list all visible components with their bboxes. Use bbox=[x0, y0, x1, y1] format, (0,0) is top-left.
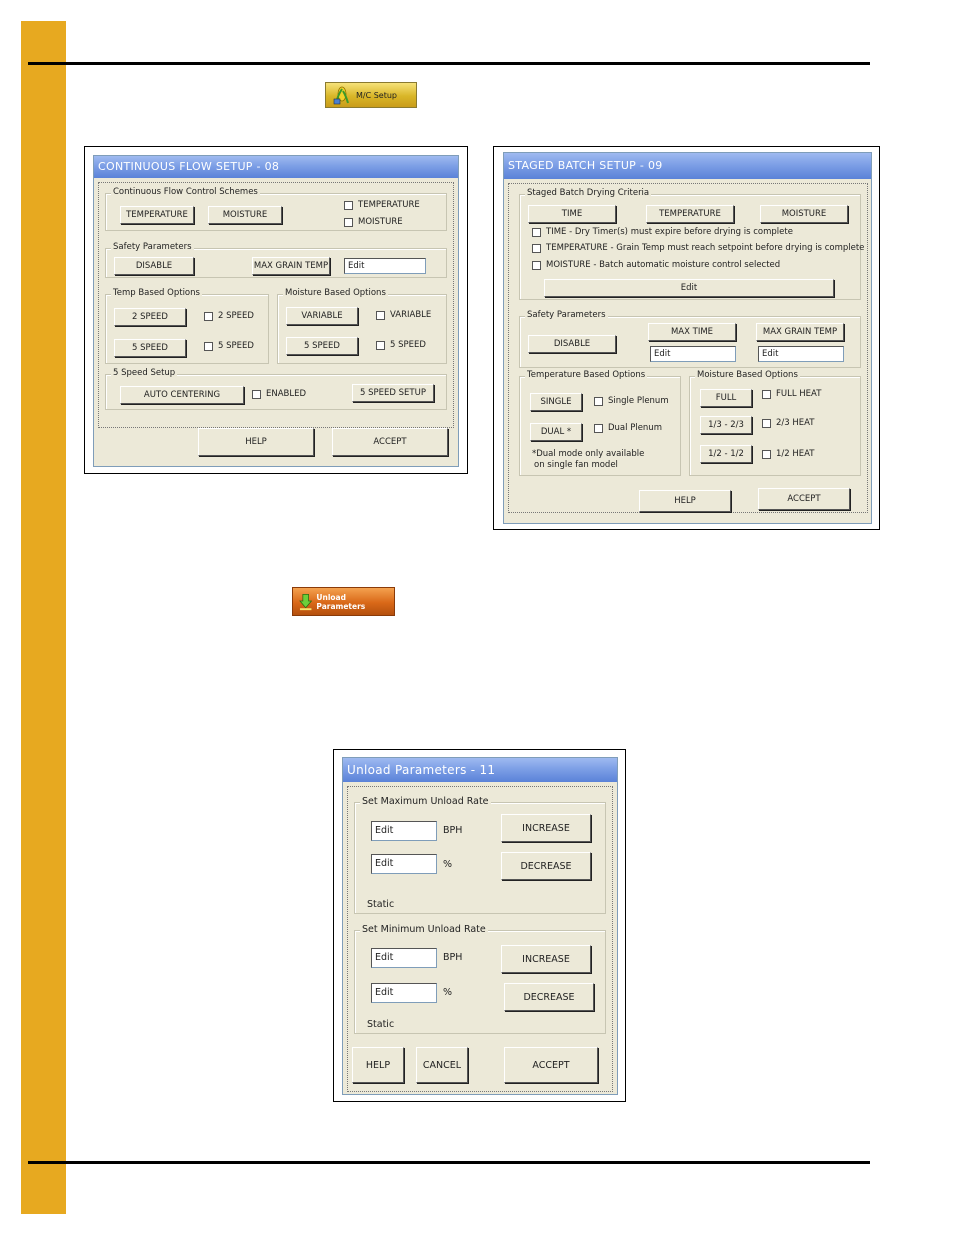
two-speed-checkbox[interactable] bbox=[204, 311, 254, 321]
single-plenum-checkbox[interactable] bbox=[594, 396, 669, 406]
temp-options-group bbox=[105, 288, 269, 364]
max-grain-temp-field[interactable]: Edit bbox=[758, 346, 844, 362]
group-title: 5 Speed Setup bbox=[113, 368, 176, 378]
two-thirds-heat-checkbox[interactable] bbox=[762, 418, 815, 428]
half-heat-checkbox[interactable] bbox=[762, 449, 815, 459]
moisture-options-group bbox=[277, 288, 447, 364]
five-speed-setup-group bbox=[105, 368, 447, 410]
checkbox-label: 2/3 HEAT bbox=[776, 418, 815, 428]
checkbox-box[interactable] bbox=[532, 261, 541, 270]
dual-mode-note: *Dual mode only available bbox=[532, 449, 645, 459]
checkbox-label: TIME - Dry Timer(s) must expire before drying is complete bbox=[546, 227, 793, 237]
single-button[interactable]: SINGLE bbox=[530, 393, 582, 411]
min-percent-field[interactable]: Edit bbox=[371, 983, 437, 1003]
checkbox-box[interactable] bbox=[376, 341, 385, 350]
temperature-checkbox[interactable] bbox=[344, 200, 420, 210]
continuous-flow-figure bbox=[84, 146, 468, 474]
checkbox-box[interactable] bbox=[204, 342, 213, 351]
dialog-title: CONTINUOUS FLOW SETUP - 08 bbox=[94, 156, 458, 178]
half-half-button[interactable]: 1/2 - 1/2 bbox=[700, 445, 752, 463]
dual-mode-note-2: on single fan model bbox=[534, 460, 618, 470]
moisture-checkbox[interactable] bbox=[532, 260, 780, 270]
moisture-options-group bbox=[689, 370, 861, 476]
temperature-options-group bbox=[519, 370, 681, 476]
checkbox-label: 5 SPEED bbox=[390, 340, 426, 350]
checkbox-label: 2 SPEED bbox=[218, 311, 254, 321]
group-title: Staged Batch Drying Criteria bbox=[527, 188, 650, 198]
five-speed-checkbox[interactable] bbox=[376, 340, 426, 350]
group-title: Safety Parameters bbox=[527, 310, 606, 320]
one-third-two-thirds-button[interactable]: 1/3 - 2/3 bbox=[700, 416, 752, 434]
control-schemes-group bbox=[105, 187, 447, 231]
full-heat-checkbox[interactable] bbox=[762, 389, 821, 399]
max-static-label: Static bbox=[367, 899, 395, 910]
time-button[interactable]: TIME bbox=[528, 205, 616, 223]
checkbox-box[interactable] bbox=[204, 312, 213, 321]
checkbox-label: ENABLED bbox=[266, 389, 307, 399]
help-button[interactable]: HELP bbox=[352, 1047, 404, 1083]
two-speed-button[interactable]: 2 SPEED bbox=[114, 308, 186, 326]
checkbox-box[interactable] bbox=[344, 218, 353, 227]
max-time-field[interactable]: Edit bbox=[650, 346, 736, 362]
checkbox-box[interactable] bbox=[252, 390, 261, 399]
dialog-title: Unload Parameters - 11 bbox=[343, 758, 617, 782]
dialog-title: STAGED BATCH SETUP - 09 bbox=[504, 153, 871, 179]
bph-unit-label: BPH bbox=[443, 825, 463, 836]
checkbox-box[interactable] bbox=[762, 390, 771, 399]
checkbox-box[interactable] bbox=[344, 201, 353, 210]
checkbox-label: Dual Plenum bbox=[608, 423, 662, 433]
max-decrease-button[interactable]: DECREASE bbox=[501, 852, 591, 880]
group-title: Continuous Flow Control Schemes bbox=[113, 187, 258, 197]
checkbox-label: TEMPERATURE bbox=[358, 200, 420, 210]
group-title: Temperature Based Options bbox=[527, 370, 646, 380]
auto-centering-button[interactable]: AUTO CENTERING bbox=[120, 386, 244, 404]
min-unload-rate-group bbox=[354, 924, 606, 1034]
checkbox-label: MOISTURE - Batch automatic moisture control selected bbox=[546, 260, 781, 270]
group-title: Set Maximum Unload Rate bbox=[362, 796, 489, 807]
checkbox-box[interactable] bbox=[594, 424, 603, 433]
min-decrease-button[interactable]: DECREASE bbox=[504, 983, 594, 1011]
accept-button[interactable]: ACCEPT bbox=[504, 1047, 598, 1083]
mc-setup-label: M/C Setup bbox=[356, 90, 398, 100]
group-title: Temp Based Options bbox=[113, 288, 200, 298]
side-color-bar bbox=[21, 21, 66, 1214]
bottom-rule bbox=[28, 1161, 870, 1164]
dialog-body bbox=[508, 183, 868, 513]
accept-button[interactable]: ACCEPT bbox=[332, 428, 448, 456]
continuous-flow-dialog bbox=[93, 155, 459, 467]
corn-icon bbox=[332, 85, 352, 105]
checkbox-box[interactable] bbox=[594, 397, 603, 406]
checkbox-box[interactable] bbox=[376, 311, 385, 320]
checkbox-box[interactable] bbox=[762, 450, 771, 459]
max-increase-button[interactable]: INCREASE bbox=[501, 814, 591, 842]
dual-button[interactable]: DUAL * bbox=[530, 423, 582, 441]
full-button[interactable]: FULL bbox=[700, 389, 752, 407]
max-percent-field[interactable]: Edit bbox=[371, 854, 437, 874]
checkbox-box[interactable] bbox=[762, 419, 771, 428]
group-title: Set Minimum Unload Rate bbox=[362, 924, 486, 935]
temperature-button[interactable]: TEMPERATURE bbox=[646, 205, 734, 223]
unload-parameters-dialog bbox=[342, 757, 618, 1095]
five-speed-setup-button[interactable]: 5 SPEED SETUP bbox=[352, 384, 434, 402]
down-arrow-icon bbox=[299, 593, 312, 611]
max-grain-temp-field[interactable]: Edit bbox=[344, 258, 426, 274]
checkbox-label: Single Plenum bbox=[608, 396, 669, 406]
help-button[interactable]: HELP bbox=[639, 490, 731, 512]
drying-criteria-group bbox=[519, 188, 865, 300]
five-speed-checkbox[interactable] bbox=[204, 341, 254, 351]
unload-parameters-label: Unload Parameters bbox=[316, 592, 366, 611]
enabled-checkbox[interactable] bbox=[252, 389, 306, 399]
safety-parameters-group bbox=[519, 310, 861, 368]
checkbox-label: 1/2 HEAT bbox=[776, 449, 815, 459]
temperature-checkbox[interactable] bbox=[532, 243, 864, 253]
moisture-button[interactable]: MOISTURE bbox=[208, 206, 282, 224]
five-speed-button[interactable]: 5 SPEED bbox=[286, 337, 358, 355]
checkbox-box[interactable] bbox=[532, 244, 541, 253]
five-speed-button[interactable]: 5 SPEED bbox=[114, 339, 186, 357]
moisture-button[interactable]: MOISTURE bbox=[760, 205, 848, 223]
staged-batch-dialog bbox=[503, 152, 872, 524]
checkbox-label: TEMPERATURE - Grain Temp must reach setpoint before drying is complete bbox=[546, 243, 865, 253]
safety-parameters-group bbox=[105, 242, 447, 278]
group-title: Safety Parameters bbox=[113, 242, 192, 252]
min-static-label: Static bbox=[367, 1019, 395, 1030]
disable-button[interactable]: DISABLE bbox=[114, 257, 194, 275]
unload-parameters-figure bbox=[333, 749, 626, 1102]
percent-unit-label: % bbox=[443, 987, 453, 998]
disable-button[interactable]: DISABLE bbox=[528, 335, 616, 353]
checkbox-label: VARIABLE bbox=[390, 310, 432, 320]
min-bph-field[interactable]: Edit bbox=[371, 948, 437, 968]
max-bph-field[interactable]: Edit bbox=[371, 821, 437, 841]
checkbox-label: MOISTURE bbox=[358, 217, 403, 227]
time-checkbox[interactable] bbox=[532, 227, 793, 237]
checkbox-label: 5 SPEED bbox=[218, 341, 254, 351]
max-grain-temp-button[interactable]: MAX GRAIN TEMP bbox=[252, 257, 330, 275]
group-title: Moisture Based Options bbox=[697, 370, 798, 380]
percent-unit-label: % bbox=[443, 859, 453, 870]
staged-batch-figure bbox=[493, 146, 880, 530]
moisture-checkbox[interactable] bbox=[344, 217, 403, 227]
dialog-body bbox=[98, 182, 454, 428]
dual-plenum-checkbox[interactable] bbox=[594, 423, 662, 433]
dialog-body bbox=[347, 786, 613, 1092]
min-increase-button[interactable]: INCREASE bbox=[501, 945, 591, 973]
unload-parameters-button[interactable] bbox=[292, 587, 395, 616]
max-time-button[interactable]: MAX TIME bbox=[648, 323, 736, 341]
checkbox-box[interactable] bbox=[532, 228, 541, 237]
criteria-edit-button[interactable]: Edit bbox=[544, 279, 834, 297]
help-button[interactable]: HELP bbox=[198, 428, 314, 456]
mc-setup-button[interactable] bbox=[325, 82, 417, 108]
bph-unit-label: BPH bbox=[443, 952, 463, 963]
top-rule bbox=[28, 62, 870, 65]
max-grain-temp-button[interactable]: MAX GRAIN TEMP bbox=[756, 323, 844, 341]
cancel-button[interactable]: CANCEL bbox=[416, 1047, 468, 1083]
max-unload-rate-group bbox=[354, 796, 606, 914]
checkbox-label: FULL HEAT bbox=[776, 389, 822, 399]
accept-button[interactable]: ACCEPT bbox=[758, 488, 850, 510]
variable-checkbox[interactable] bbox=[376, 310, 431, 320]
variable-button[interactable]: VARIABLE bbox=[286, 307, 358, 325]
temperature-button[interactable]: TEMPERATURE bbox=[120, 206, 194, 224]
group-title: Moisture Based Options bbox=[285, 288, 386, 298]
